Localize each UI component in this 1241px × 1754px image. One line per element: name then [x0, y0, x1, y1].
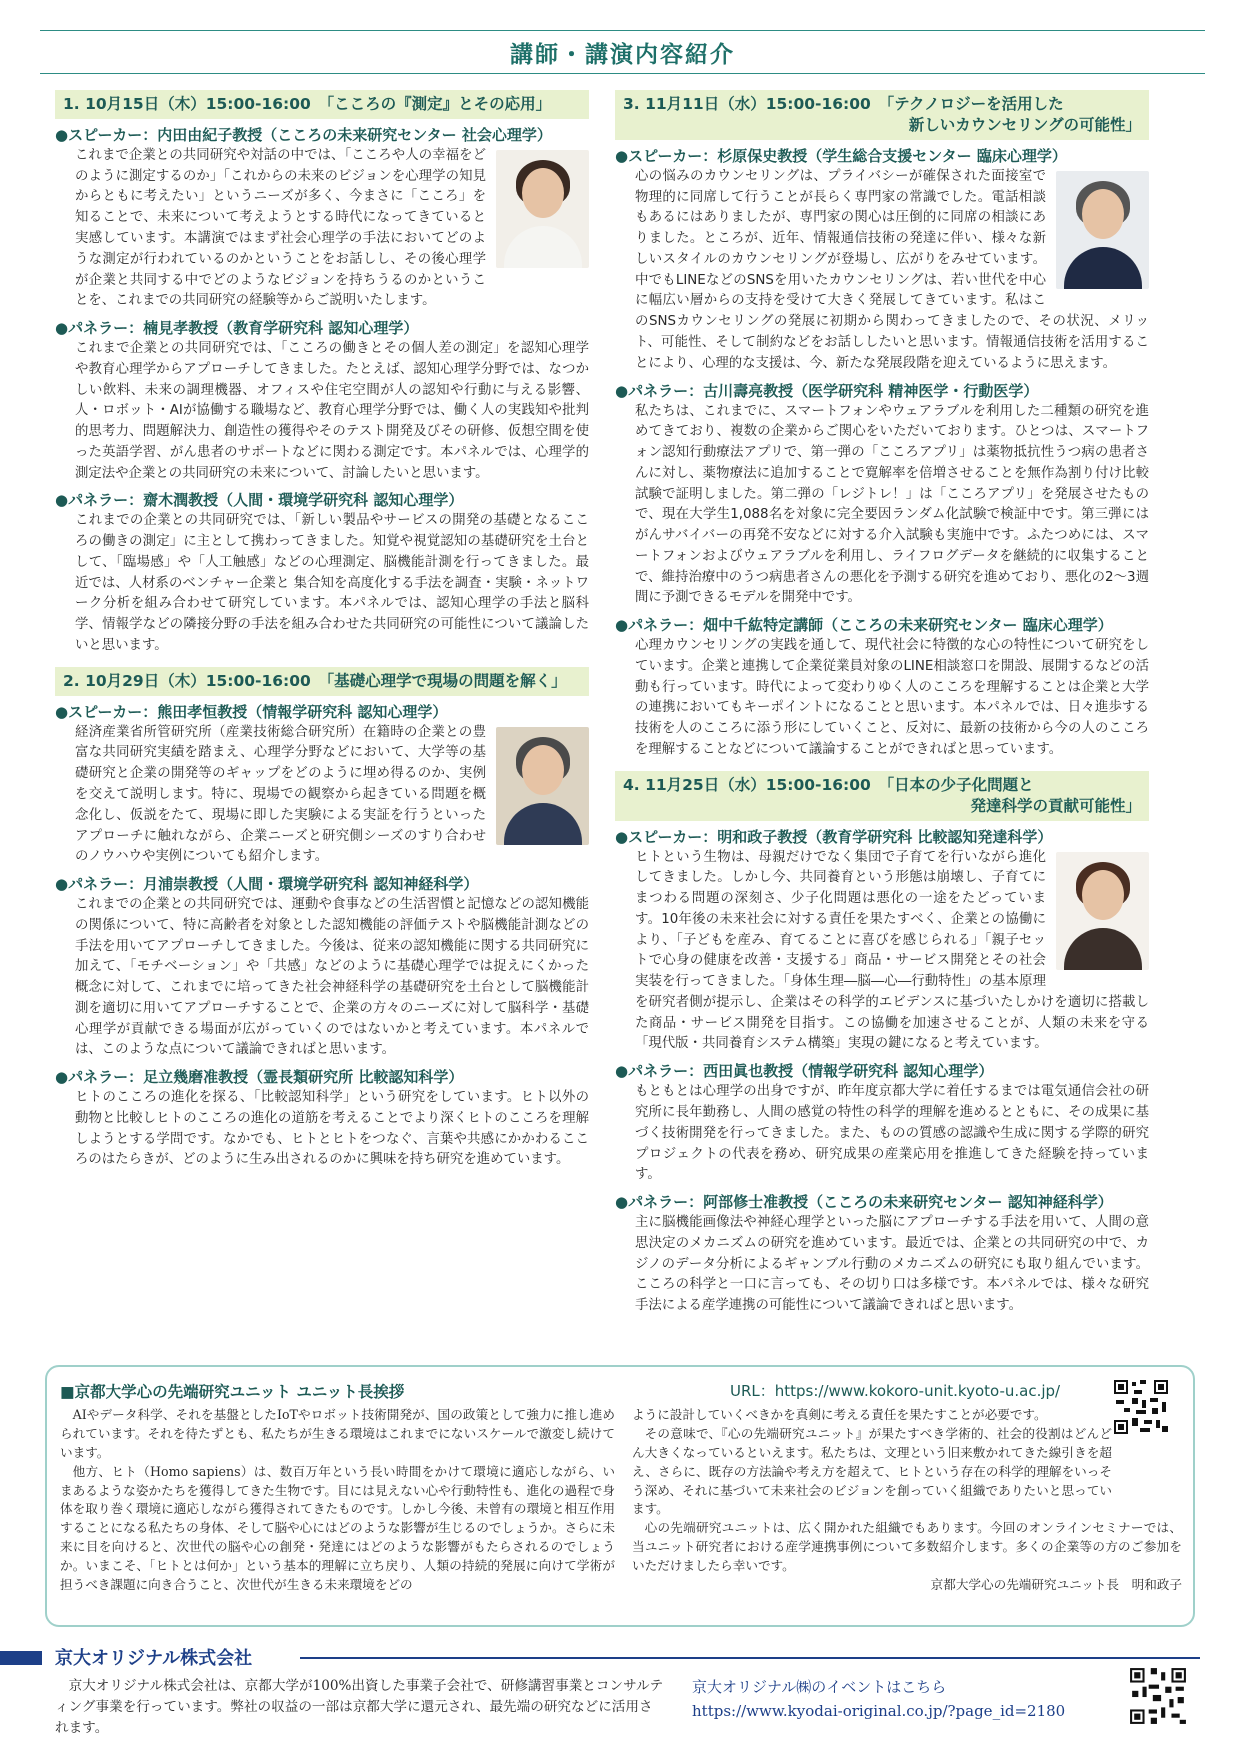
person-role: ●スピーカー：熊田孝恒教授（情報学研究科 認知心理学）: [55, 702, 448, 721]
event-label: 京大オリジナル㈱のイベントはこちら: [692, 1678, 947, 1696]
session-3-heading-line2: 新しいカウンセリングの可能性」: [908, 115, 1141, 134]
speaker-sugihara: [615, 146, 1149, 375]
person-description: ヒトという生物は、母親だけでなく集団で子育てを行いながら進化してきました。しかし今、共同養育という形態は崩壊し、子育てにまつわる問題の深刻さ、少子化問題は悪化の一途をたどっています。10年後の未来社会に対する責任を果たすべく、企業との協働により、「子どもを産み、育てることに喜びを感じられる」「親子セットで心身の健康を改善・支援する」商品・サービス開発とその社会実装を行ってきました。「身体生理―脳―心―行動特性」の基本原理を研究者側が提示し、企業はその科学的エビデンスに基づいたしかけを適切に搭載した商品・サービス開発を目指す。この協働を加速させることが、人類の未来を守る「現代版・共同養育システム構築」実現の鍵になると考えています。: [635, 849, 1149, 1052]
person-description: 心理カウンセリングの実践を通して、現代社会に特徴的な心の特性について研究をしています。企業と連携して企業従業員対象のLINE相談窓口を開設、展開するなどの活動も行っています。時代によって変わりゆく人のこころを理解することは企業と大学の連携においてもキーポイントになることと思います。本パネルでは、日々進歩する技術を人のこころに添う形にしていくこと、反対に、最新の技術から今の人のこころを理解することなどについて議論することができればと思っています。: [635, 638, 1149, 757]
speaker-photo: [1056, 852, 1149, 970]
message-paragraph: AIやデータ科学、それを基盤としたIoTやロボット技術開発が、国の政策として強力に推し進められています。それを待たずとも、私たちが生きる環境はこれまでにないスケールで激変し続けています。: [60, 1407, 615, 1460]
unit-message-left: [60, 1406, 615, 1595]
person-role: ●パネラー：齋木潤教授（人間・環境学研究科 認知心理学）: [55, 491, 464, 510]
person-role: ●パネラー：楠見孝教授（教育学研究科 認知心理学）: [55, 319, 419, 338]
person-description: 主に脳機能画像法や神経心理学といった脳にアプローチする手法を用いて、人間の意思決定のメカニズムの研究を進めています。最近では、企業との共同研究の中で、カジノのデータ分析によるギャンブル行動のメカニズムの研究にも取り組んでいます。こころの科学と一口に言っても、その切り口は多様です。本パネルでは、様々な研究手法による産学連携の可能性について議論できればと思います。: [635, 1215, 1149, 1314]
person-description: もともとは心理学の出身ですが、昨年度京都大学に着任するまでは電気通信会社の研究所に長年勤務し、人間の感覚の特性の科学的理解を進めるとともに、その成果に基づく技術開発を行ってきました。また、ものの質感の認識や生成に関する学際的研究プロジェクトの代表を務め、研究成果の産業応用を推進してきた経験を持っています。: [635, 1084, 1149, 1183]
person-description: これまで企業との共同研究や対話の中では、「こころや人の幸福をどのように測定するのか」「これからの未来のビジョンを心理学の知見からともに考えたい」というニーズが多く、今まさに「こころ」を知ることで、未来について考えようとする時代になってきていると実感しています。本講演ではまず社会心理学の手法においてどのような測定が行われているのかということをお話しし、その後心理学が企業と共同する中でどのようなビジョンを持ちうるのかということを、これまでの共同研究の経験等からご説明いたします。: [75, 147, 486, 309]
panelist-abe: [615, 1192, 1149, 1317]
person-description: 私たちは、これまでに、スマートフォンやウェアラブルを利用した二種類の研究を進めてきており、複数の企業からご関心をいただいております。ひとつは、スマートフォン認知行動療法アプリで、第一弾の「こころアプリ」は薬物抵抗性うつ病の患者さんに対し、薬物療法に追加することで寛解率を倍増させることを無作為割り付け比較試験で証明しました。第二弾の「レジトレ！」は「こころアプリ」を発展させたもので、現在大学生1,088名を対象に完全要因ランダム化試験で検証中です。第三弾にはがんサバイバーの再発不安などに対する介入試験も実施中です。ふたつめには、スマートフォンおよびウェアラブルを利用し、ライフログデータを継続的に収集することで、維持治療中のうつ病患者さんの悪化を予測する研究を進めており、悪化の2～3週間に予測できるモデルを開発中です。: [635, 403, 1149, 606]
speaker-photo: [1056, 171, 1149, 289]
message-paragraph: 他方、ヒト（Homo sapiens）は、数百万年という長い時間をかけて環境に適応しながら、いまあるような姿かたちを獲得してきた生物です。目には見えない心や行動特性も、進化の過程で身体を取り巻く環境に適応しながら獲得されてきたものです。しかし今後、未曾有の環境と相互作用することになる私たちの身体、そして脳や心にはどのような影響が生じるのでしょうか。さらに未来に目を向けると、次世代の脳や心の創発・発達にはどのような影響がもたらされるのでしょうか。いまこそ、「ヒトとは何か」という基本的理解に立ち戻り、人類の持続的発展に向けて学術が担うべき課題に向き合うこと、次世代が生きる未来環境をどの: [60, 1463, 615, 1593]
session-3-heading-line1: 3. 11月11日（水）15:00-16:00 「テクノロジーを活用した: [623, 95, 1064, 113]
panelist-nishida: [615, 1061, 1149, 1186]
person-description: これまでの企業との共同研究では、「新しい製品やサービスの開発の基礎となるこころの働きの測定」に主として携わってきました。知覚や視覚認知の基礎研究を土台として、「臨場感」や「人工触感」などの心理測定、脳機能計測を行ってきました。最近では、人材系のベンチャー企業と 集合知を高度化する手法を調査・実験・ネットワーク分析を組み合わせて研究しています。本パネルでは、認知心理学の手法と脳科学、情報学などの隣接分野の手法を組み合わせた共同研究の可能性について議論したいと思います。: [75, 513, 589, 653]
person-role: ●スピーカー：明和政子教授（教育学研究科 比較認知発達科学）: [615, 827, 1053, 846]
company-bar-block: [0, 1651, 42, 1665]
speaker-uchida: [55, 125, 589, 312]
session-2-heading: 2. 10月29日（木）15:00-16:00 「基礎心理学で現場の問題を解く」: [55, 667, 589, 696]
person-role: ●パネラー：阿部修士准教授（こころの未来研究センター 認知神経科学）: [615, 1193, 1113, 1212]
person-description: ヒトのこころの進化を探る、「比較認知科学」という研究をしています。ヒト以外の動物と比較しヒトのこころの進化の道筋を考えることでより深くヒトのこころを理解しようとする学問です。なかでも、ヒトとヒトをつなぐ、言葉や共感にかかわるこころのはたらきが、どのように生み出されるのかに興味を持ち研究を進めています。: [75, 1090, 589, 1168]
session-4-heading-line2: 発達科学の貢献可能性」: [970, 796, 1141, 815]
company-name: 京大オリジナル株式会社: [55, 1648, 253, 1669]
company-description: 京大オリジナル株式会社は、京都大学が100%出資した事業子会社で、研修講習事業とコンサルティング事業を行っています。弊社の収益の一部は京都大学に還元され、最先端の研究などに活用されます。: [55, 1678, 664, 1737]
message-paragraph: 心の先端研究ユニットは、広く開かれた組織でもあります。今回のオンラインセミナーでは、当ユニット研究者における産学連携事例について多数紹介します。多くの企業等の方のご参加をいただけましたら幸いです。: [632, 1520, 1182, 1574]
company-bar-line: [300, 1657, 1200, 1659]
person-role: ●スピーカー：杉原保史教授（学生総合支援センター 臨床心理学）: [615, 146, 1067, 165]
session-3-heading: [615, 90, 1149, 140]
message-paragraph: ように設計していくべきかを真剣に考える責任を果たすことが必要です。: [632, 1407, 1047, 1422]
person-role: ●パネラー：畑中千紘特定講師（こころの未来研究センター 臨床心理学）: [615, 616, 1113, 635]
company-qr-code-icon[interactable]: [1128, 1666, 1188, 1726]
person-role: ●パネラー：西田眞也教授（情報学研究科 認知心理学）: [615, 1062, 994, 1081]
panelist-hatanaka: [615, 615, 1149, 761]
unit-url-link[interactable]: URL：https://www.kokoro-unit.kyoto-u.ac.jp/: [730, 1382, 1061, 1400]
right-column: [615, 90, 1149, 1317]
person-description: 経済産業省所管研究所（産業技術総合研究所）在籍時の企業との豊富な共同研究実績を踏まえ、心理学分野などにおいて、大学等の基礎研究と企業の開発等のギャップをどのように埋め得るのか、実例を交えて説明します。特に、現場での観察から起きている問題を概念化し、仮説をたて、現場に即した実験による実証を行うといったアプローチに触れながら、企業ニーズと研究側シーズのすり合わせのノウハウや実例についても紹介します。: [75, 724, 486, 865]
panelist-saiki: [55, 490, 589, 656]
left-column: [55, 90, 589, 1171]
person-role: ●パネラー：古川壽亮教授（医学研究科 精神医学・行動医学）: [615, 381, 1039, 400]
message-signature: 京都大学心の先端研究ユニット長 明和政子: [930, 1577, 1182, 1593]
speaker-kumada: [55, 702, 589, 868]
session-4-heading: [615, 771, 1149, 821]
person-description: 心の悩みのカウンセリングは、プライバシーが確保された面接室で物理的に同席して行うことが長らく専門家の常識でした。電話相談もあるにはありましたが、専門家の関心は圧倒的に同席の相談にありました。ところが、近年、情報通信技術の発達に伴い、様々な新しいスタイルのカウンセリングが登場し、広がりをみせています。中でもLINEなどのSNSを用いたカウンセリングは、若い世代を中心に幅広い層からの支持を受けて大きく発展してきています。私はこのSNSカウンセリングの発展に初期から関わってきましたので、その状況、メリット、可能性、そして制約などをお話ししたいと思います。情報通信技術を活用することにより、心理的な支援は、今、新たな発展段階を迎えているように思えます。: [635, 168, 1149, 371]
session-4-heading-line1: 4. 11月25日（水）15:00-16:00 「日本の少子化問題と: [623, 775, 1034, 794]
person-role: ●パネラー：足立幾磨准教授（霊長類研究所 比較認知科学）: [55, 1068, 464, 1087]
panelist-furukawa: [615, 381, 1149, 610]
message-paragraph: その意味で、『心の先端研究ユニット』が果たすべき学術的、社会的役割はどんどん大きくなっているといえます。私たちは、文理という旧来敷かれてきた線引きを超え、さらに、既存の方法論や考え方を超えて、ヒトという存在の科学的理解をいっそう深め、それに基づいて未来社会のビジョンを創っていく組織でありたいと思っています。: [632, 1425, 1112, 1517]
panelist-kusumi: [55, 318, 589, 484]
page-title-bar: [40, 30, 1205, 74]
speaker-photo: [496, 150, 589, 268]
unit-message-title: ■京都大学心の先端研究ユニット ユニット長挨拶: [60, 1383, 405, 1401]
event-url-link[interactable]: https://www.kyodai-original.co.jp/?page_id=2180: [692, 1702, 1066, 1720]
panelist-adachi: [55, 1067, 589, 1171]
page-title: 講師・講演内容紹介: [510, 41, 735, 68]
panelist-tsukiura: [55, 874, 589, 1061]
person-role: ●パネラー：月浦崇教授（人間・環境学研究科 認知神経科学）: [55, 875, 479, 894]
speaker-myowa: [615, 827, 1149, 1056]
person-description: これまで企業との共同研究では、「こころの働きとその個人差の測定」を認知心理学や教育心理学からアプローチしてきました。たとえば、認知心理学分野では、なつかしい飲料、未来の調理機器、オフィスや住宅空間が人の認知や行動に与える影響、人・ロボット・AIが協働する職場など、教育心理学分野では、働く人の実践知や批判的思考力、問題解決力、創造性の獲得やそのテスト開発及びその研修、仮想空間を使った英語学習、がん患者のサポートなどに関わる測定です。本パネルでは、心理学的測定法や企業との共同研究の未来について、討論したいと思います。: [75, 341, 589, 481]
session-1-heading: 1. 10月15日（木）15:00-16:00 「こころの『測定』とその応用」: [55, 90, 589, 119]
person-role: ●スピーカー：内田由紀子教授（こころの未来研究センター 社会心理学）: [55, 125, 552, 144]
person-description: これまでの企業との共同研究では、運動や食事などの生活習慣と記憶などの認知機能の関係について、特に高齢者を対象とした認知機能の評価テストや脳機能計測などの手法を用いてアプローチしてきました。今後は、従来の認知機能に関する共同研究に加えて、「モチベーション」や「共感」などのように基礎心理学では捉えにくかった概念に対して、これまでに培ってきた社会神経科学の基礎研究を土台として脳機能計測を適切に用いてアプローチすることで、企業の方々のニーズに対して脳科学・基礎心理学が貢献できる場面が広がっていくのではないかと考えています。本パネルでは、このような点について議論できればと思います。: [75, 897, 589, 1058]
unit-message-right: [632, 1406, 1182, 1595]
speaker-photo: [496, 727, 589, 845]
